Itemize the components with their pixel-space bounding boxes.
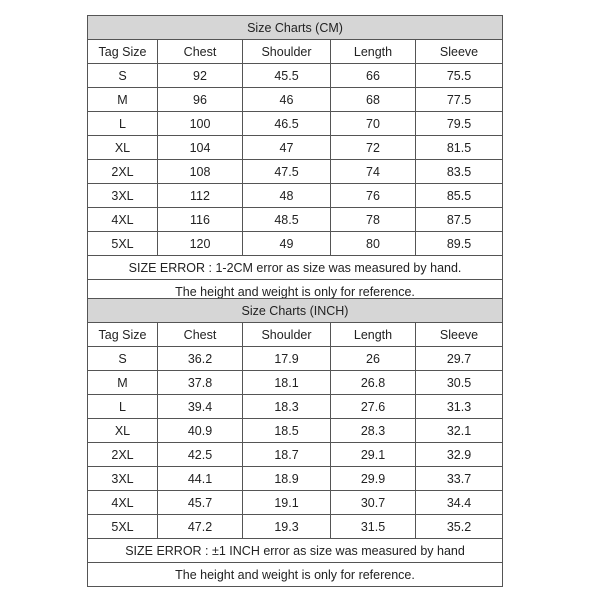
cell-sleeve: 32.9 (416, 443, 503, 467)
table-row (88, 64, 503, 88)
cell-length: 72 (331, 136, 416, 160)
cell-tag-size: 2XL (88, 443, 158, 467)
cell-sleeve: 77.5 (416, 88, 503, 112)
column-header-length: Length (331, 40, 416, 64)
cell-chest: 92 (158, 64, 243, 88)
cell-tag-size: 3XL (88, 467, 158, 491)
cell-shoulder: 18.9 (243, 467, 331, 491)
cell-shoulder: 47 (243, 136, 331, 160)
column-header-tag-size: Tag Size (88, 40, 158, 64)
cell-chest: 36.2 (158, 347, 243, 371)
cell-shoulder: 18.3 (243, 395, 331, 419)
cell-sleeve: 29.7 (416, 347, 503, 371)
size-chart-cm-table (87, 15, 503, 304)
cell-sleeve: 35.2 (416, 515, 503, 539)
size-chart-inch-table (87, 298, 503, 587)
column-header-chest: Chest (158, 40, 243, 64)
cell-shoulder: 48.5 (243, 208, 331, 232)
cell-length: 74 (331, 160, 416, 184)
cell-chest: 100 (158, 112, 243, 136)
column-header-sleeve: Sleeve (416, 323, 503, 347)
cell-tag-size: XL (88, 419, 158, 443)
column-header-row (88, 40, 503, 64)
column-header-row (88, 323, 503, 347)
cell-length: 78 (331, 208, 416, 232)
cell-tag-size: 2XL (88, 160, 158, 184)
cell-length: 26.8 (331, 371, 416, 395)
cell-tag-size: M (88, 371, 158, 395)
table-row (88, 208, 503, 232)
table-row (88, 371, 503, 395)
cell-shoulder: 17.9 (243, 347, 331, 371)
cell-tag-size: 3XL (88, 184, 158, 208)
cell-tag-size: S (88, 347, 158, 371)
cell-length: 26 (331, 347, 416, 371)
note-row (88, 256, 503, 280)
column-header-tag-size: Tag Size (88, 323, 158, 347)
cell-length: 31.5 (331, 515, 416, 539)
cell-chest: 44.1 (158, 467, 243, 491)
cell-sleeve: 33.7 (416, 467, 503, 491)
cell-chest: 47.2 (158, 515, 243, 539)
table-row (88, 395, 503, 419)
table-row (88, 112, 503, 136)
cell-length: 27.6 (331, 395, 416, 419)
table-row (88, 347, 503, 371)
column-header-shoulder: Shoulder (243, 40, 331, 64)
cell-tag-size: 5XL (88, 515, 158, 539)
table-row (88, 88, 503, 112)
cell-sleeve: 85.5 (416, 184, 503, 208)
cell-length: 68 (331, 88, 416, 112)
table-row (88, 467, 503, 491)
cell-chest: 40.9 (158, 419, 243, 443)
cell-tag-size: XL (88, 136, 158, 160)
cell-length: 29.1 (331, 443, 416, 467)
cell-shoulder: 19.3 (243, 515, 331, 539)
cell-length: 66 (331, 64, 416, 88)
cell-length: 29.9 (331, 467, 416, 491)
table-title-row (88, 16, 503, 40)
cell-chest: 116 (158, 208, 243, 232)
table-row (88, 184, 503, 208)
cell-shoulder: 46.5 (243, 112, 331, 136)
note-row (88, 539, 503, 563)
cell-chest: 104 (158, 136, 243, 160)
cell-shoulder: 18.7 (243, 443, 331, 467)
cell-sleeve: 81.5 (416, 136, 503, 160)
table-row (88, 160, 503, 184)
table-row (88, 232, 503, 256)
cell-shoulder: 46 (243, 88, 331, 112)
cell-chest: 45.7 (158, 491, 243, 515)
cell-sleeve: 34.4 (416, 491, 503, 515)
table-title: Size Charts (INCH) (88, 299, 503, 323)
cell-sleeve: 79.5 (416, 112, 503, 136)
cell-length: 28.3 (331, 419, 416, 443)
cell-chest: 120 (158, 232, 243, 256)
size-error-note: SIZE ERROR : ±1 INCH error as size was measured by hand (88, 539, 503, 563)
cell-length: 30.7 (331, 491, 416, 515)
table-row (88, 419, 503, 443)
cell-shoulder: 19.1 (243, 491, 331, 515)
column-header-length: Length (331, 323, 416, 347)
cell-tag-size: L (88, 112, 158, 136)
cell-chest: 108 (158, 160, 243, 184)
cell-tag-size: M (88, 88, 158, 112)
cell-chest: 39.4 (158, 395, 243, 419)
cell-sleeve: 83.5 (416, 160, 503, 184)
cell-tag-size: 5XL (88, 232, 158, 256)
cell-shoulder: 18.1 (243, 371, 331, 395)
cell-sleeve: 89.5 (416, 232, 503, 256)
table-row (88, 515, 503, 539)
cell-sleeve: 32.1 (416, 419, 503, 443)
cell-sleeve: 87.5 (416, 208, 503, 232)
table-row (88, 136, 503, 160)
cell-chest: 37.8 (158, 371, 243, 395)
cell-sleeve: 75.5 (416, 64, 503, 88)
cell-tag-size: S (88, 64, 158, 88)
cell-shoulder: 48 (243, 184, 331, 208)
table-row (88, 491, 503, 515)
cell-shoulder: 45.5 (243, 64, 331, 88)
table-row (88, 443, 503, 467)
cell-sleeve: 30.5 (416, 371, 503, 395)
cell-tag-size: 4XL (88, 491, 158, 515)
column-header-chest: Chest (158, 323, 243, 347)
cell-tag-size: L (88, 395, 158, 419)
cell-chest: 96 (158, 88, 243, 112)
column-header-sleeve: Sleeve (416, 40, 503, 64)
table-title: Size Charts (CM) (88, 16, 503, 40)
cell-length: 80 (331, 232, 416, 256)
cell-chest: 112 (158, 184, 243, 208)
cell-shoulder: 18.5 (243, 419, 331, 443)
cell-shoulder: 47.5 (243, 160, 331, 184)
cell-length: 70 (331, 112, 416, 136)
size-error-note: SIZE ERROR : 1-2CM error as size was measured by hand. (88, 256, 503, 280)
column-header-shoulder: Shoulder (243, 323, 331, 347)
cell-chest: 42.5 (158, 443, 243, 467)
cell-tag-size: 4XL (88, 208, 158, 232)
reference-note: The height and weight is only for reference. (88, 563, 503, 587)
cell-length: 76 (331, 184, 416, 208)
cell-shoulder: 49 (243, 232, 331, 256)
reference-note: The height and weight is only for reference. (88, 280, 503, 304)
note-row (88, 563, 503, 587)
cell-sleeve: 31.3 (416, 395, 503, 419)
table-title-row (88, 299, 503, 323)
